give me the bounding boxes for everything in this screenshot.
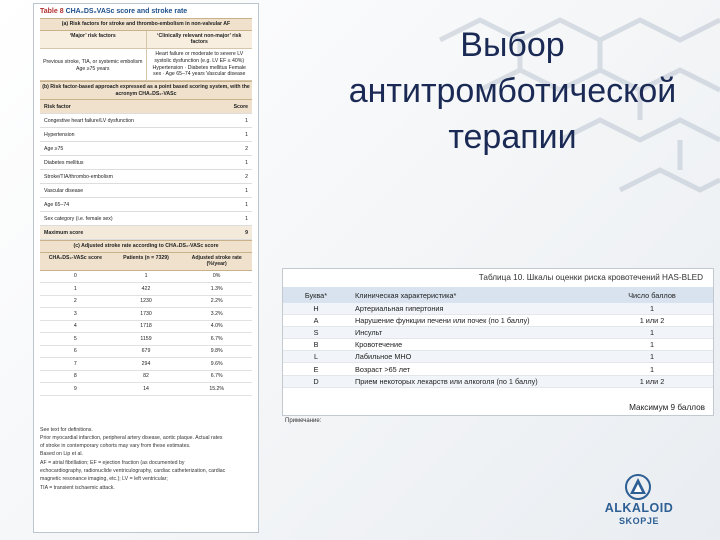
- score-row: Age 65–74 1: [40, 198, 252, 212]
- table-row: 9 14 15.2%: [40, 383, 252, 396]
- risk-factor-columns: [40, 49, 252, 81]
- table-row: 5 1159 6.7%: [40, 333, 252, 346]
- characteristic-col-header: Клиническая характеристика*: [349, 287, 591, 303]
- footnote: Based on Lip et al.: [40, 451, 83, 458]
- footnote: See text for definitions.: [40, 426, 93, 433]
- table-row: D Прием некоторых лекарств или алкоголя (по 1 баллу) 1 или 2: [283, 375, 713, 387]
- footnote: Prior myocardial infarction, peripheral artery disease, aortic plaque. Actual rates: [40, 434, 223, 441]
- table-row: L Лабильное МНО 1: [283, 351, 713, 363]
- nonmajor-risk-text: Heart failure or moderate to severe LV systolic dysfunction (e.g. LV EF ≤ 40%) Hypertension · Diabetes mellitus Female sex · Age 65–74 years Vascular disease: [146, 49, 253, 80]
- patients-col-header: Patients (n = 7329): [123, 254, 169, 261]
- alkaloid-logo: [584, 474, 694, 530]
- slide-title: [310, 22, 715, 160]
- footnote: magnetic resonance imaging, etc.); LV = left ventricular;: [40, 476, 168, 483]
- table8-tag: Table 8: [40, 8, 64, 15]
- section-a-header: (a) Risk factors for stroke and thrombo-embolism in non-valvular AF: [40, 18, 252, 31]
- max-score-row: Maximum score 9: [40, 226, 252, 240]
- score-row: Diabetes mellitus 1: [40, 156, 252, 170]
- table-row: 7 294 9.6%: [40, 358, 252, 371]
- risk-factor-columns-header: [40, 31, 252, 50]
- logo-subtitle: SKOPJE: [618, 516, 660, 526]
- table-row: 6 679 9.8%: [40, 346, 252, 359]
- section-b-header: (b) Risk factor-based approach expressed as a point based scoring system, with the acronym CHA₂DS₂-VASc: [40, 81, 252, 100]
- footnote: echocardiography, radionuclide ventriculography, cardiac catheterization, cardiac: [40, 468, 226, 475]
- slide-title-line: антитромботической: [348, 72, 677, 110]
- hasbled-grid: [283, 287, 713, 388]
- score-row: Age ≥75 2: [40, 142, 252, 156]
- score-row: Sex category (i.e. female sex) 1: [40, 212, 252, 226]
- score-row: Congestive heart failure/LV dysfunction 1: [40, 114, 252, 128]
- score-row: Hypertension 1: [40, 128, 252, 142]
- stroke-rate-header: [40, 253, 252, 271]
- table-row: 0 1 0%: [40, 271, 252, 284]
- score-col-label: Score: [233, 103, 248, 110]
- score-row: Stroke/TIA/thrombo-embolism 2: [40, 170, 252, 184]
- table-row: S Инсульт 1: [283, 327, 713, 339]
- table-row: 4 1718 4.0%: [40, 321, 252, 334]
- table-footnotes: [40, 426, 252, 493]
- table-row: H Артериальная гипертония 1: [283, 303, 713, 315]
- slide-title-line: Выбор: [460, 26, 565, 64]
- table-row: B Кровотечение 1: [283, 339, 713, 351]
- table-row: E Возраст >65 лет 1: [283, 363, 713, 375]
- risk-factor-col-label: Risk factor: [44, 103, 71, 110]
- table-row: 8 82 6.7%: [40, 371, 252, 384]
- score-row: Vascular disease 1: [40, 184, 252, 198]
- table8-heading: CHA₂DS₂VASc score and stroke rate: [65, 8, 188, 15]
- letter-col-header: Буква*: [283, 287, 349, 303]
- alkaloid-emblem-icon: [625, 474, 651, 500]
- slide-title-line: терапии: [448, 118, 577, 156]
- table8-title: [40, 8, 252, 15]
- stroke-rate-rows: [40, 271, 252, 396]
- footnote: TIA = transient ischaemic attack.: [40, 484, 115, 491]
- score-col-header: CHA₂DS₂-VASc score: [48, 254, 102, 261]
- score-table: [40, 100, 252, 240]
- points-col-header: Число баллов: [591, 287, 713, 303]
- major-risk-header: ‘Major’ risk factors: [69, 32, 116, 39]
- hasbled-header-row: [283, 287, 713, 303]
- major-risk-text: Previous stroke, TIA, or systemic embolism Age ≥75 years: [43, 59, 143, 72]
- footnote: AF = atrial fibrillation; EF = ejection fraction (as documented by: [40, 459, 185, 466]
- table-row: 2 1230 2.2%: [40, 296, 252, 309]
- table-row: 1 422 1.3%: [40, 283, 252, 296]
- logo-name: ALKALOID: [604, 501, 674, 515]
- rate-col-header: Adjusted stroke rate (%/year): [191, 254, 242, 267]
- chadsvasc-table: [33, 3, 259, 533]
- section-c-header: (c) Adjusted stroke rate according to CHA₂DS₂-VASc score: [40, 240, 252, 253]
- nonmajor-risk-header: ‘Clinically relevant non-major’ risk factors: [146, 31, 253, 49]
- hasbled-note: Примечание:: [285, 418, 322, 424]
- hasbled-table: [282, 268, 714, 424]
- hasbled-title: Таблица 10. Шкалы оценки риска кровотечений HAS-BLED: [478, 273, 703, 282]
- footnote: of stroke in contemporary cohorts may vary from these estimates.: [40, 443, 191, 450]
- score-table-header: [40, 100, 252, 114]
- table-row: A Нарушение функции печени или почек (по 1 баллу) 1 или 2: [283, 315, 713, 327]
- hasbled-total: Максимум 9 баллов: [629, 403, 705, 412]
- table-row: 3 1730 3.2%: [40, 308, 252, 321]
